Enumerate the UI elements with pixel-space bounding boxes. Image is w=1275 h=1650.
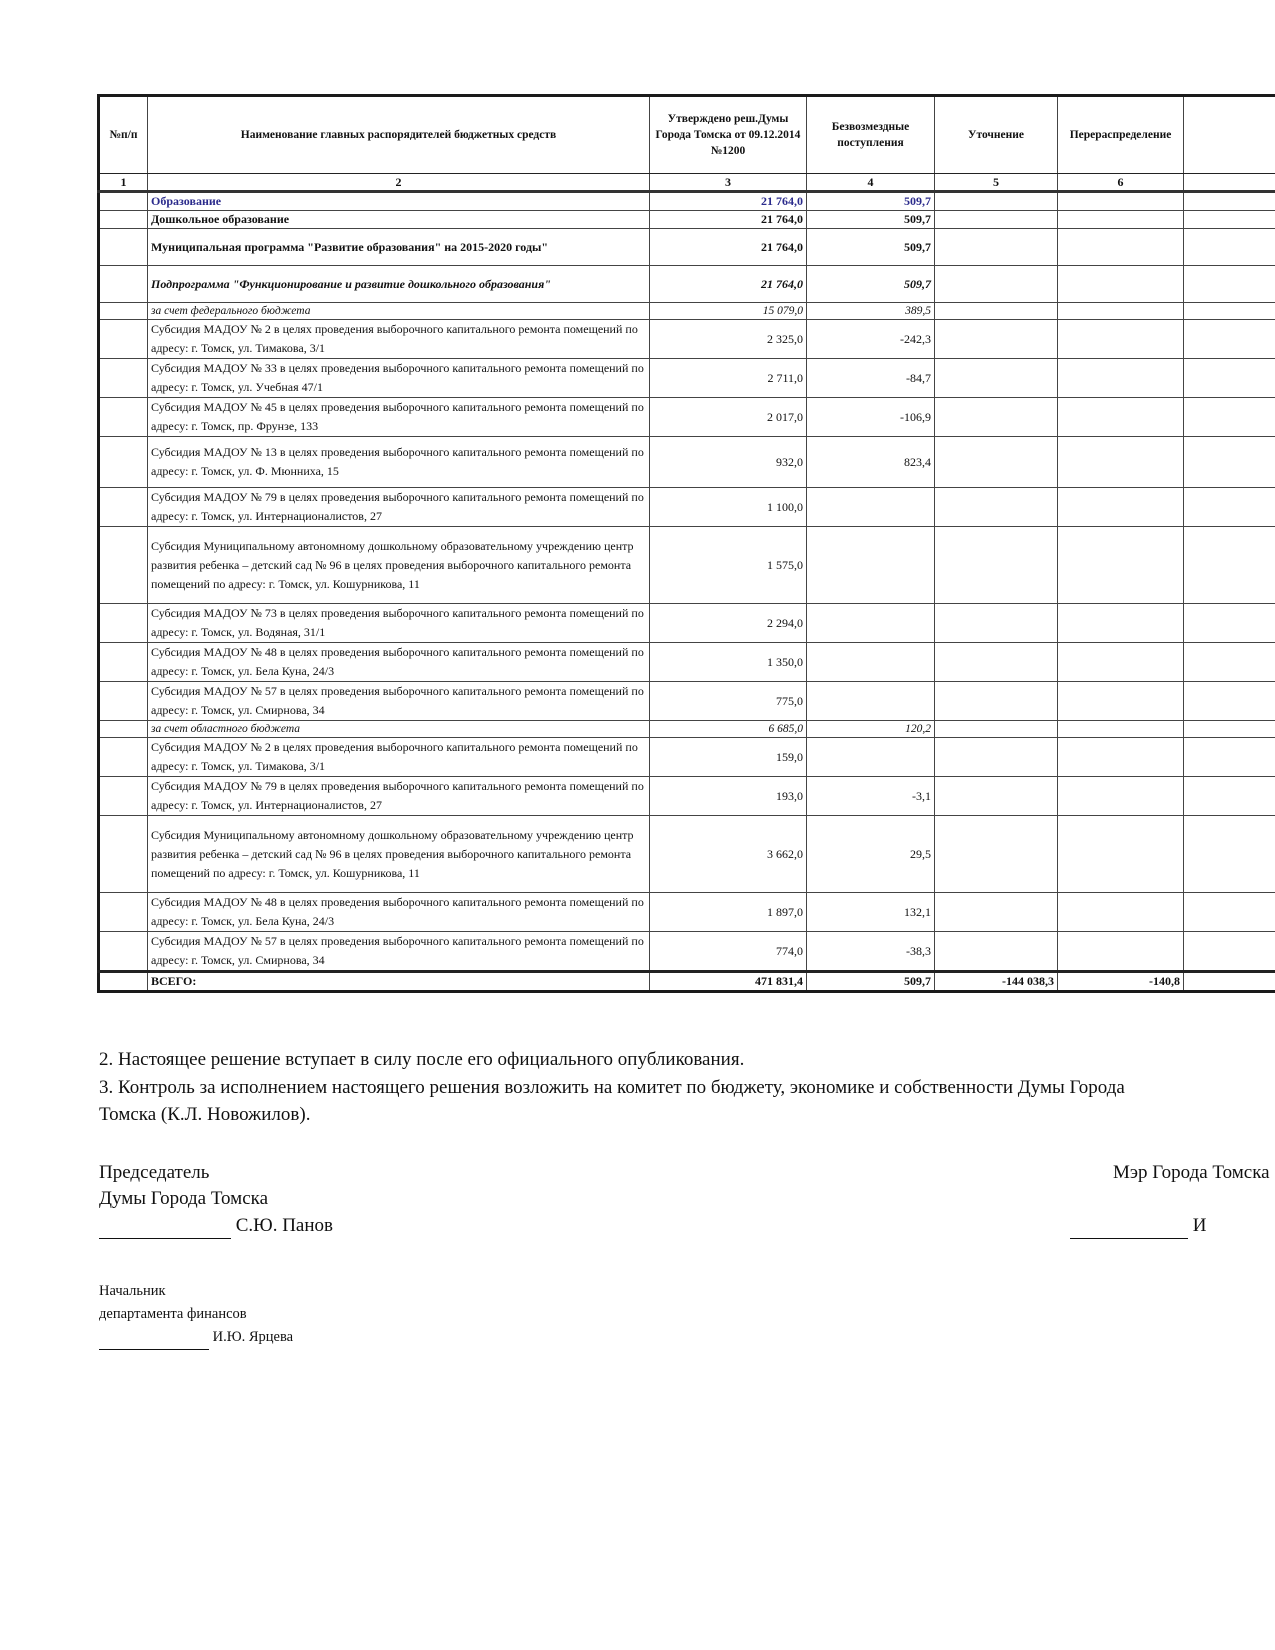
row-approved: 159,0 [650,738,807,777]
row-name: Субсидия МАДОУ № 45 в целях проведения выборочного капитального ремонта помещений по адресу: г. Томск, пр. Фрунзе, 133 [148,398,650,437]
row-redistribution [1058,816,1184,893]
row-gratuitous: 823,4 [807,437,935,488]
header-name: Наименование главных распорядителей бюджетных средств [148,96,650,174]
table-row [99,893,1275,932]
row-index [99,893,148,932]
row-index [99,604,148,643]
row-redistribution [1058,738,1184,777]
row-approved: 2 017,0 [650,398,807,437]
table-row [99,604,1275,643]
row-index [99,721,148,738]
row-name: Подпрограмма "Функционирование и развитие дошкольного образования" [148,266,650,303]
row-index [99,398,148,437]
row-name: Субсидия МАДОУ № 79 в целях проведения выборочного капитального ремонта помещений по адресу: г. Томск, ул. Интернационалистов, 27 [148,777,650,816]
signature-line [99,1213,231,1239]
row-clarification [935,488,1058,527]
row-extra [1184,527,1275,604]
total-idx [99,972,148,992]
row-name: Субсидия МАДОУ № 48 в целях проведения выборочного капитального ремонта помещений по адресу: г. Томск, ул. Бела Куна, 24/3 [148,643,650,682]
row-gratuitous [807,738,935,777]
row-name: Субсидия Муниципальному автономному дошкольному образовательному учреждению центр развития ребенка – детский сад № 96 в целях проведения выборочного капитального ремонта помещений по адресу: г. Томск, ул. Кошурникова, 11 [148,816,650,893]
row-index [99,211,148,229]
table-row [99,777,1275,816]
total-gratuitous: 509,7 [807,972,935,992]
row-name: Субсидия МАДОУ № 33 в целях проведения выборочного капитального ремонта помещений по адресу: г. Томск, ул. Учебная 47/1 [148,359,650,398]
header-clarification: Уточнение [935,96,1058,174]
table-row [99,643,1275,682]
row-redistribution [1058,777,1184,816]
table-row [99,398,1275,437]
colnum-4: 4 [807,174,935,192]
row-gratuitous: -38,3 [807,932,935,972]
row-index [99,777,148,816]
row-clarification [935,527,1058,604]
row-clarification [935,211,1058,229]
row-extra [1184,211,1275,229]
table-header-row [99,96,1275,174]
row-approved: 2 325,0 [650,320,807,359]
row-gratuitous [807,604,935,643]
chair-signature [99,1213,333,1239]
row-extra [1184,488,1275,527]
signature-line [1070,1213,1188,1239]
signature-line [99,1326,209,1350]
colnum-6: 6 [1058,174,1184,192]
row-gratuitous: 509,7 [807,266,935,303]
header-redistribution: Перераспределение [1058,96,1184,174]
row-approved: 21 764,0 [650,192,807,211]
row-extra [1184,738,1275,777]
table-row [99,527,1275,604]
row-redistribution [1058,643,1184,682]
row-redistribution [1058,211,1184,229]
row-redistribution [1058,721,1184,738]
row-redistribution [1058,488,1184,527]
row-gratuitous: 29,5 [807,816,935,893]
row-index [99,816,148,893]
row-gratuitous: -106,9 [807,398,935,437]
row-name: Субсидия МАДОУ № 13 в целях проведения выборочного капитального ремонта помещений по адресу: г. Томск, ул. Ф. Мюнниха, 15 [148,437,650,488]
table-row [99,682,1275,721]
row-extra [1184,932,1275,972]
row-gratuitous: 120,2 [807,721,935,738]
row-name: за счет областного бюджета [148,721,650,738]
colnum-7 [1184,174,1275,192]
table-row [99,266,1275,303]
row-clarification [935,721,1058,738]
paragraph-2: 2. Настоящее решение вступает в силу после его официального опубликования. [99,1049,745,1070]
chair-name: С.Ю. Панов [235,1215,333,1236]
row-index [99,229,148,266]
total-row [99,972,1275,992]
row-approved: 2 711,0 [650,359,807,398]
row-name: Дошкольное образование [148,211,650,229]
row-name: Субсидия МАДОУ № 2 в целях проведения выборочного капитального ремонта помещений по адресу: г. Томск, ул. Тимакова, 3/1 [148,738,650,777]
column-number-row [99,174,1275,192]
row-clarification [935,320,1058,359]
row-approved: 15 079,0 [650,303,807,320]
row-approved: 1 100,0 [650,488,807,527]
row-approved: 193,0 [650,777,807,816]
row-name: Субсидия МАДОУ № 57 в целях проведения выборочного капитального ремонта помещений по адресу: г. Томск, ул. Смирнова, 34 [148,682,650,721]
row-redistribution [1058,320,1184,359]
table-row [99,359,1275,398]
row-name: Муниципальная программа "Развитие образования" на 2015-2020 годы" [148,229,650,266]
row-gratuitous: -84,7 [807,359,935,398]
row-approved: 6 685,0 [650,721,807,738]
row-gratuitous: 509,7 [807,229,935,266]
header-num: №п/п [99,96,148,174]
row-clarification [935,604,1058,643]
chair-title-1: Председатель [99,1162,210,1183]
row-extra [1184,643,1275,682]
row-clarification [935,682,1058,721]
mayor-name: И [1192,1215,1207,1236]
row-clarification [935,229,1058,266]
finance-title-1: Начальник [99,1283,166,1299]
row-gratuitous: 509,7 [807,211,935,229]
colnum-3: 3 [650,174,807,192]
row-extra [1184,320,1275,359]
row-clarification [935,932,1058,972]
row-extra [1184,437,1275,488]
row-approved: 1 897,0 [650,893,807,932]
row-index [99,738,148,777]
header-approved: Утверждено реш.Думы Города Томска от 09.12.2014 №1200 [650,96,807,174]
row-name: Субсидия МАДОУ № 2 в целях проведения выборочного капитального ремонта помещений по адресу: г. Томск, ул. Тимакова, 3/1 [148,320,650,359]
row-name: Субсидия МАДОУ № 48 в целях проведения выборочного капитального ремонта помещений по адресу: г. Томск, ул. Бела Куна, 24/3 [148,893,650,932]
row-redistribution [1058,932,1184,972]
row-extra [1184,816,1275,893]
colnum-2: 2 [148,174,650,192]
row-extra [1184,682,1275,721]
row-clarification [935,643,1058,682]
row-approved: 21 764,0 [650,266,807,303]
chair-title-2: Думы Города Томска [99,1188,269,1209]
row-name: Субсидия Муниципальному автономному дошкольному образовательному учреждению центр развития ребенка – детский сад № 96 в целях проведения выборочного капитального ремонта помещений по адресу: г. Томск, ул. Кошурникова, 11 [148,527,650,604]
row-extra [1184,303,1275,320]
row-extra [1184,192,1275,211]
total-extra [1184,972,1275,992]
row-extra [1184,229,1275,266]
table-row [99,816,1275,893]
row-approved: 932,0 [650,437,807,488]
row-gratuitous: 509,7 [807,192,935,211]
row-clarification [935,303,1058,320]
row-gratuitous [807,643,935,682]
row-redistribution [1058,229,1184,266]
row-index [99,303,148,320]
row-extra [1184,721,1275,738]
colnum-5: 5 [935,174,1058,192]
row-redistribution [1058,266,1184,303]
row-clarification [935,359,1058,398]
table-row [99,303,1275,320]
row-redistribution [1058,192,1184,211]
row-gratuitous: -242,3 [807,320,935,359]
row-index [99,266,148,303]
finance-title-2: департамента финансов [99,1306,247,1322]
row-extra [1184,398,1275,437]
paragraph-3-line-1: 3. Контроль за исполнением настоящего решения возложить на комитет по бюджету, экономике и собственности Думы Города [99,1077,1125,1098]
row-name: Субсидия МАДОУ № 79 в целях проведения выборочного капитального ремонта помещений по адресу: г. Томск, ул. Интернационалистов, 27 [148,488,650,527]
row-approved: 775,0 [650,682,807,721]
row-clarification [935,266,1058,303]
row-clarification [935,816,1058,893]
row-redistribution [1058,303,1184,320]
finance-name: И.Ю. Ярцева [212,1329,294,1345]
row-index [99,682,148,721]
row-approved: 21 764,0 [650,211,807,229]
row-gratuitous [807,682,935,721]
mayor-title: Мэр Города Томска [1113,1162,1270,1183]
row-gratuitous: -3,1 [807,777,935,816]
row-clarification [935,777,1058,816]
total-label: ВСЕГО: [148,972,650,992]
row-redistribution [1058,682,1184,721]
row-gratuitous: 389,5 [807,303,935,320]
row-approved: 3 662,0 [650,816,807,893]
row-index [99,932,148,972]
table-row [99,192,1275,211]
row-approved: 1 575,0 [650,527,807,604]
total-clarification: -144 038,3 [935,972,1058,992]
row-extra [1184,359,1275,398]
row-index [99,437,148,488]
row-name: за счет федерального бюджета [148,303,650,320]
row-redistribution [1058,359,1184,398]
row-redistribution [1058,893,1184,932]
table-row [99,738,1275,777]
row-name: Субсидия МАДОУ № 57 в целях проведения выборочного капитального ремонта помещений по адресу: г. Томск, ул. Смирнова, 34 [148,932,650,972]
row-index [99,643,148,682]
row-clarification [935,893,1058,932]
row-index [99,359,148,398]
paragraph-3-line-2: Томска (К.Л. Новожилов). [99,1104,311,1125]
row-index [99,488,148,527]
row-redistribution [1058,437,1184,488]
row-extra [1184,266,1275,303]
table-row [99,229,1275,266]
row-clarification [935,437,1058,488]
row-clarification [935,192,1058,211]
row-approved: 2 294,0 [650,604,807,643]
budget-table [97,94,1275,993]
row-extra [1184,893,1275,932]
row-redistribution [1058,398,1184,437]
row-redistribution [1058,527,1184,604]
header-gratuitous: Безвозмездные поступления [807,96,935,174]
row-gratuitous [807,488,935,527]
total-redistribution: -140,8 [1058,972,1184,992]
table-row [99,488,1275,527]
mayor-signature [1070,1213,1206,1239]
row-gratuitous [807,527,935,604]
finance-signature [99,1326,293,1350]
row-approved: 774,0 [650,932,807,972]
row-index [99,527,148,604]
table-row [99,211,1275,229]
table-row [99,320,1275,359]
colnum-1: 1 [99,174,148,192]
table-row [99,932,1275,972]
table-row [99,721,1275,738]
row-extra [1184,604,1275,643]
row-approved: 1 350,0 [650,643,807,682]
row-index [99,192,148,211]
row-index [99,320,148,359]
row-gratuitous: 132,1 [807,893,935,932]
row-redistribution [1058,604,1184,643]
total-approved: 471 831,4 [650,972,807,992]
row-extra [1184,777,1275,816]
row-clarification [935,398,1058,437]
row-clarification [935,738,1058,777]
row-approved: 21 764,0 [650,229,807,266]
table-row [99,437,1275,488]
row-name: Субсидия МАДОУ № 73 в целях проведения выборочного капитального ремонта помещений по адресу: г. Томск, ул. Водяная, 31/1 [148,604,650,643]
header-extra [1184,96,1275,174]
row-name: Образование [148,192,650,211]
